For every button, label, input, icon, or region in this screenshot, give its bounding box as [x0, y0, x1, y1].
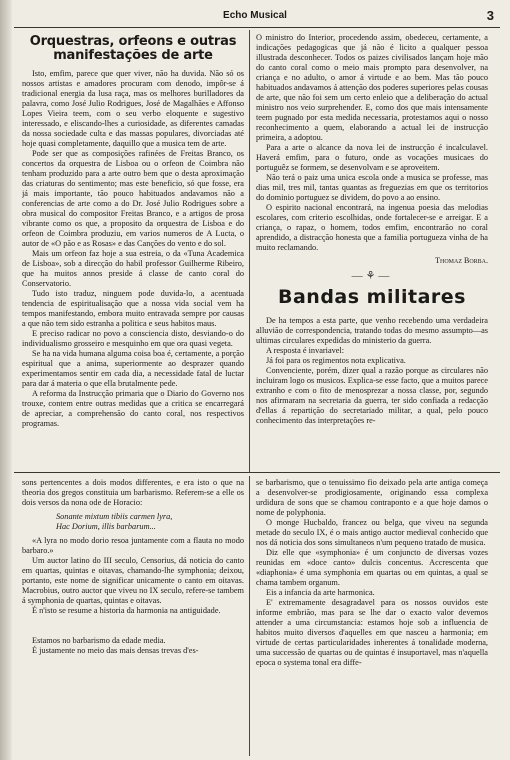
section-rule [14, 472, 500, 473]
ornament-divider: —⚘— [351, 270, 393, 282]
paragraph: É n'isto se resume a historia da harmonia na antiguidade. [32, 606, 221, 615]
page-header [14, 10, 496, 26]
paragraph: Um auctor latino do III seculo, Censorius, dá noticia do canto em quartas, quintas e oitavas, chamando-lhe symphonia; deixou, portanto, este nome de significar unicamente o canto em oitavas. Macrobius, outro auctor que viveu no IX seculo, refere-se tambem á symphonia de quartas, quintas e oitavas. [22, 556, 244, 605]
paragraph: E preciso radicar no povo a consciencia disto, desviando-o do individualismo grosseiro e mesquinho em que ora quasi vegeta. [22, 329, 244, 348]
paragraph: O monge Hucbaldo, francez ou belga, que viveu na segunda metade do seculo IX, é o mais antigo auctor medieval conhecido que nos dá noticia dos sons simultaneos n'um pequeno tratado de musica. [256, 518, 488, 547]
paragraph: De ha tempos a esta parte, que venho recebendo uma verdadeira alluvião de correspondencia, tratando todas do mesmo assumpto—as ultimas circulares expedidas do ministerio da guerra. [256, 316, 488, 345]
right-column-bottom [256, 478, 488, 754]
paragraph: sons pertencentes a dois modos differentes, e era isto o que na theoria dos gregos constituia um barbarismo. Referem-se a elle os dois versos da nona ode de Horacio: [22, 478, 244, 507]
spacer [22, 616, 244, 626]
paragraph: Já foi para os regimentos nota explicativa. [266, 356, 406, 365]
paragraph: A resposta é invariavel: [266, 346, 345, 355]
left-column-top [22, 33, 244, 469]
author-signature: Thomaz Borba. [435, 256, 488, 265]
spacer [22, 626, 244, 636]
paragraph: É justamente no meio das mais densas trevas d'es- [32, 646, 199, 655]
left-column-bottom [22, 478, 244, 754]
page-binding-edge [0, 0, 12, 760]
article-title: Bandas militares [278, 286, 466, 308]
article-title: Orquestras, orfeons e outras manifestações de arte [29, 34, 237, 63]
page-number: 3 [486, 8, 494, 23]
column-divider [249, 476, 250, 756]
latin-verse [56, 512, 244, 532]
paragraph: Se ha na vida humana alguma coisa boa é, certamente, a porção espiritual que a anima, superiormente ao desprazer quando experimentamos sentir em cada dia, a necessidade fatal de luctar para dar á materia o que ella brutalmente pede. [22, 349, 244, 388]
column-divider [249, 30, 250, 472]
paragraph: Para a arte o alcance da nova lei de instrucção é incalculavel. Haverá emfim, para o futuro, onde as vocações musicaes do portuguêz se formem, se desenvolvam e se aproveitem. [256, 143, 488, 172]
paragraph: Tudo isto traduz, ninguem pode duvida-lo, a acentuada tendencia de espiritualisação que a nossa vida social vem ha tempos manifestando, embora muito entravada sempre por causas a que não tem sido estranha a politica e seus habitos maus. [22, 289, 244, 328]
paragraph: Convenciente, porém, dizer qual a razão porque as circulares não incluiram logo os musicos. Explica-se esse facto, que a muitos parece extranho e com o fito de menosprezar a nossa classe, por, segundo nos afirmaram na secretaria da guerra, ter sido confiada a redacção d'ellas á repartição do secretariado militar, a qual, pelo pouco conhecimento das interpretações re- [256, 366, 488, 425]
paragraph: O espirito nacional encontrará, na ingenua poesia das melodias escolares, com criterio escolhidas, onde fortalecer-se e arreigar. E a criança, o rapaz, o homem, todos emfim, encontrarão no coral aprendido, a distracção honesta que a familia portugueza vinha de ha muito reclamando. [256, 203, 488, 252]
paragraph: «A lyra no modo dorio resoa juntamente com a flauta no modo barbaro.» [22, 536, 244, 555]
right-column-top [256, 33, 488, 469]
paragraph: A reforma da Instrucção primaria que o Diario do Governo nos trouxe, contem entre outras medidas que a critica se encarregará de apreciar, a comprehensão do canto coral, nos respectivos programas. [22, 389, 244, 428]
header-rule [14, 27, 500, 28]
publication-title: Echo Musical [223, 10, 287, 21]
paragraph: Eis a infancia da arte harmonica. [266, 588, 375, 597]
paragraph: O ministro do Interior, procedendo assim, obedeceu, certamente, a indicações pedagogicas que já não é licito a qualquer pessoa illustrada desconhecer. Todos os paizes civilisados lançam hoje mão do canto coral como o meio mais prompto para desenvolver, na criança e no adulto, o amor á virtude e ao bem. Mas tão pouco habituados andavamos á attenção dos poderes superiores pelas cousas de arte, que não foi sem um certo enleio que a deliberação do actual ministro nos veio surprehender. E, como dos que mais intensamente teem pugnado por esta medida necessaria, protestamos aqui o nosso reconhecimento a quem, elaborando a actual lei de instrucção primeira, a adoptou. [256, 33, 488, 142]
paragraph: Diz elle que «symphonia» é um conjuncto de diversas vozes reunidas em «doce canto» dulcis concentus. Accrescenta que «diaphonia» é uma symphonia em quartas ou em quintas, a qual se chama tambem organum. [256, 548, 488, 587]
paragraph: Estamos no barbarismo da edade media. [32, 636, 166, 645]
paragraph: se barbarismo, que o tenuissimo fio deixado pela arte antiga começa a desenvolver-se prodigiosamente, originando essa complexa urdidura de sons que se chamou contraponto e a que hoje damos o nome de polyphonia. [256, 478, 488, 517]
paragraph: E' extremamente desagradavel para os nossos ouvidos este informe embrião, mas para se lhe dar o exacto valor devemos attender a uma circumstancia: estamos hoje sob a influencia de habitos muito diversos d'aquelles em que nasceu a harmonia; em virtude de certas particularidades inherentes á tonalidade moderna, uma successão de quartas ou de quintas é insuportavel, mas n'aquella epoca o systema tonal era diffe- [256, 598, 488, 667]
verse-line: Hac Dorium, illis barbarum... [56, 522, 156, 531]
paragraph: Pode ser que as composições rafinées de Freitas Branco, os concertos da orquestra de Lisboa ou o orfeon de Coimbra não tenham produzido para a arte outro bem que o desta aproximação das criaturas do sentimento; mas este beneficio, só que fosse, era já mais importante, tão pouco habituados andavamos não a conferencias de arte como a do Dr. José Julio Rodrigues sobre a obra musical do compositor Freitas Branco, e a artigos de prosa vibrante como os que, a proposito da orquestra de Lisboa e do orfeon de Coimbra produziu, em varios numeros de A Lucta, o autor de «O pão e as Rosas» e das Canções do vento e do sol. [22, 149, 244, 248]
paragraph: Mais um orfeon faz hoje a sua estreia, o da «Tuna Academica de Lisboa», sob a direcção do habil professor Guilherme Ribeiro, que ha muitos annos preside á classe de canto coral do Conservatorio. [22, 249, 244, 288]
paragraph: Não terá o paiz uma unica escola onde a musica se professe, mas dias mil, tres mil, tantas quantas as freguezias em que os territorios do dominio portuguez se dividem, do povo a ao ensino. [256, 173, 488, 202]
verse-line: Sonante mixtum tibiis carmen lyra, [56, 512, 173, 521]
paragraph: Isto, emfim, parece que quer viver, não ha duvida. Não só os nossos artistas e amadores procuram com denodo, impôr-se á tradicional energia da lusa raça, mas os melhores burilladores da palavra, como José Julio Rodrigues, José de Magalhães e Affonso Lopes Vieira teem, com o seu verbo eloquente e sugestivo interessado, e eliscando-lhes a curiosidade, as diferentes camadas da nossa sociedade culta e das massas populares, divorciadas até hoje quasi completamente, daquillo que a musica tem de arte. [22, 69, 244, 148]
